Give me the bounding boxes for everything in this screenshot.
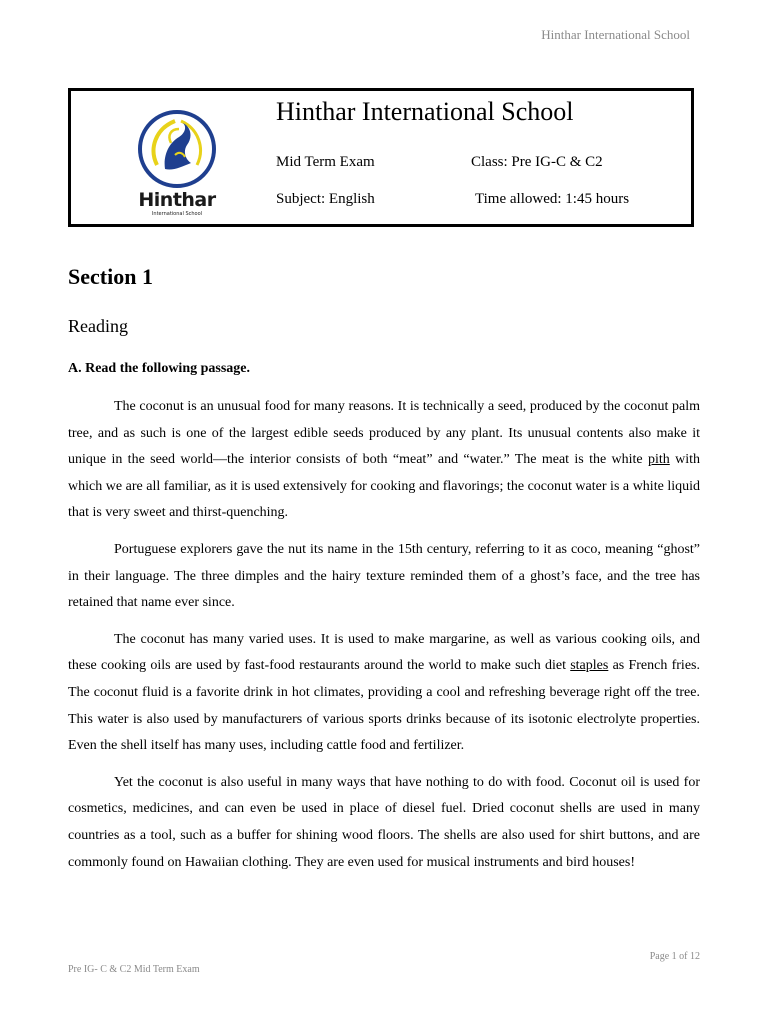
reading-passage: [68, 394, 700, 886]
instruction-text: A. Read the following passage.: [68, 361, 251, 376]
exam-header-box: [68, 88, 694, 227]
phoenix-emblem-icon: [135, 107, 219, 191]
section-title: Section 1: [68, 264, 153, 289]
paragraph-3: The coconut has many varied uses. It is used to make margarine, as well as various cooking oils, and these cooking oils are used by fast-food restaurants around the world to make such diet staples as French fries. The coconut fluid is a favorite drink in hot climates, providing a cool and refreshing beverage right off the tree. This water is also used by manufacturers of various sports drinks because of its isotonic electrolyte properties. Even the shell itself has many uses, including cattle food and fertilizer.: [68, 631, 700, 754]
time-allowed: Time allowed: 1:45 hours: [475, 191, 630, 207]
school-title: Hinthar International School: [276, 97, 574, 126]
exam-name: Mid Term Exam: [276, 154, 375, 170]
class-info: Class: Pre IG-C & C2: [471, 154, 603, 170]
subject-info: Subject: English: [276, 191, 375, 207]
page-number: Page 1 of 12: [649, 951, 700, 962]
footer-exam-name: Pre IG- C & C2 Mid Term Exam: [68, 964, 200, 975]
logo-subtitle: International School: [151, 211, 203, 217]
subsection-title: Reading: [68, 316, 128, 336]
page-header-school: Hinthar International School: [541, 27, 690, 42]
paragraph-2: Portuguese explorers gave the nut its name in the 15th century, referring to it as coco, meaning “ghost” in their language. The three dimples and the hairy texture reminded them of a ghost’s face, and the tree has retained that name ever since.: [68, 541, 700, 611]
paragraph-4: Yet the coconut is also useful in many ways that have nothing to do with food. Coconut oil is used for cosmetics, medicines, and can even be used in place of diesel fuel. Dried coconut shells are used in many countries as a tool, such as a buffer for shining wood floors. The shells are also used for shirt buttons, and are commonly found on Hawaiian clothing. They are even used for musical instruments and bird houses!: [68, 774, 700, 870]
underlined-word-staples: staples: [570, 658, 609, 674]
paragraph-1: The coconut is an unusual food for many reasons. It is technically a seed, produced by the coconut palm tree, and as such is one of the largest edible seeds produced by any plant. Its unusual contents also make it unique in the seed world—the interior consists of both “meat” and “water.” The meat is the white pith with which we are all familiar, as it is used extensively for cooking and flavorings; the coconut water is a white liquid that is very sweet and thirst-quenching.: [68, 399, 700, 521]
underlined-word-pith: pith: [647, 452, 670, 468]
school-logo: [135, 107, 219, 217]
logo-wordmark: Hinthar: [138, 189, 216, 211]
